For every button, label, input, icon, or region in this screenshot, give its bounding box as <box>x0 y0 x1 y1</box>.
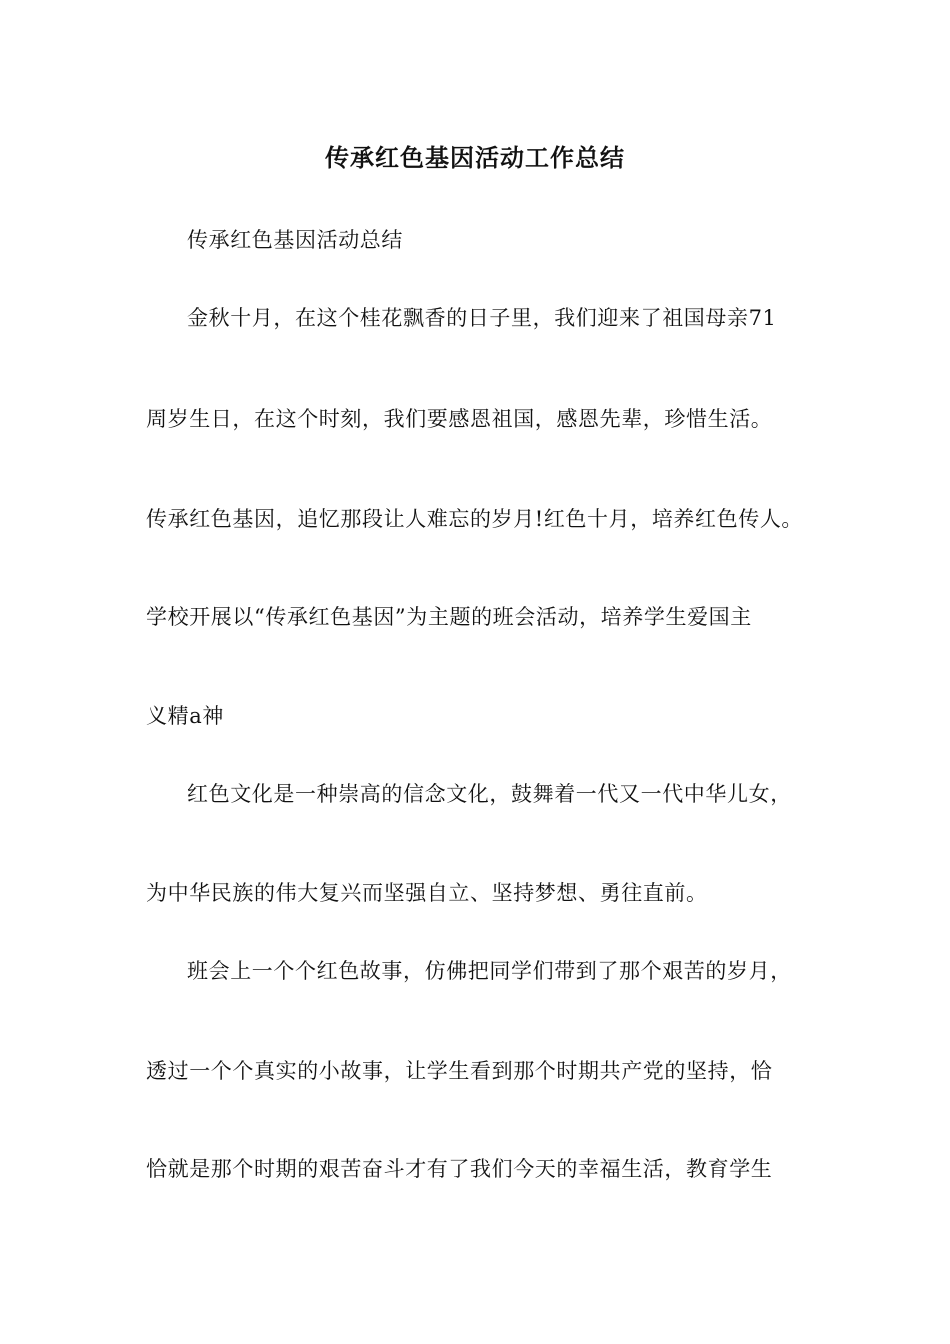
paragraph-line: 义精a神 <box>146 704 224 728</box>
document-title: 传承红色基因活动工作总结 <box>325 143 625 172</box>
paragraph-line: 周岁生日，在这个时刻，我们要感恩祖国，感恩先辈，珍惜生活。 <box>146 407 773 431</box>
paragraph-line: 金秋十月，在这个桂花飘香的日子里，我们迎来了祖国母亲71 <box>187 306 777 330</box>
subtitle-line: 传承红色基因活动总结 <box>187 228 403 252</box>
paragraph-line: 传承红色基因，追忆那段让人难忘的岁月!红色十月，培养红色传人。 <box>146 507 804 531</box>
paragraph-line: 为中华民族的伟大复兴而坚强自立、坚持梦想、勇往直前。 <box>146 881 708 905</box>
paragraph-line: 学校开展以“传承红色基因”为主题的班会活动，培养学生爱国主 <box>146 605 752 629</box>
paragraph-line: 红色文化是一种崇高的信念文化，鼓舞着一代又一代中华儿女， <box>187 782 792 806</box>
paragraph-line: 班会上一个个红色故事，仿佛把同学们带到了那个艰苦的岁月， <box>187 959 792 983</box>
paragraph-line: 恰就是那个时期的艰苦奋斗才有了我们今天的幸福生活，教育学生 <box>146 1157 773 1181</box>
paragraph-line: 透过一个个真实的小故事，让学生看到那个时期共产党的坚持，恰 <box>146 1059 773 1083</box>
